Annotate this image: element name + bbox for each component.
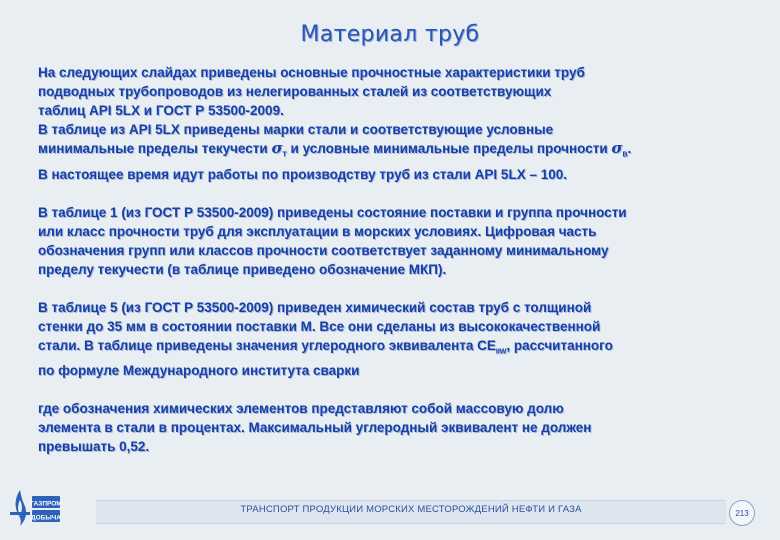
text-line: В настоящее время идут работы по производству труб из стали API 5LX – 100. xyxy=(38,166,567,182)
text-fragment: стали. В таблице приведены значения углеродного эквивалента CE xyxy=(38,337,496,353)
text-line: таблиц API 5LX и ГОСТ Р 53500-2009. xyxy=(38,103,284,118)
text-line: или класс прочности труб для эксплуатации в морских условиях. Цифровая часть xyxy=(38,223,597,239)
sigma-symbol: σ xyxy=(271,139,283,157)
text-fragment: и условные минимальные пределы прочности xyxy=(286,141,612,156)
text-line: В таблице 5 (из ГОСТ Р 53500-2009) приведен химический состав труб с толщиной xyxy=(38,299,592,315)
page-number: 213 xyxy=(729,500,755,526)
gazprom-logo xyxy=(6,486,62,530)
text-line: элемента в стали в процентах. Максимальный углеродный эквивалент не должен xyxy=(38,420,592,436)
subscript: В xyxy=(622,151,628,159)
paragraph-table5 xyxy=(38,298,750,381)
text-fragment: . xyxy=(627,141,632,156)
footer-text: ТРАНСПОРТ ПРОДУКЦИИ МОРСКИХ МЕСТОРОЖДЕНИЙ НЕФТИ И ГАЗА xyxy=(240,504,582,515)
text-line xyxy=(38,336,750,362)
subscript: IIW xyxy=(495,348,507,356)
text-line: подводных трубопроводов из нелегированных сталей из соответствующих xyxy=(38,84,552,99)
text-line: по формуле Международного института сварки xyxy=(38,363,360,379)
sigma-symbol: σ xyxy=(611,139,623,157)
slide-body xyxy=(38,63,750,475)
logo-text-2: ДОБЫЧА xyxy=(31,514,61,522)
text-line: В таблице 1 (из ГОСТ Р 53500-2009) приведены состояние поставки и группа прочности xyxy=(38,204,627,220)
slide-title: Материал труб xyxy=(300,22,480,47)
paragraph-intro xyxy=(38,63,750,184)
text-line: обозначения групп или классов прочности соответствует заданному минимальному xyxy=(38,242,609,258)
text-line: где обозначения химических элементов представляют собой массовую долю xyxy=(38,401,564,417)
text-line xyxy=(38,139,750,165)
text-line: В таблице из API 5LX приведены марки стали и соответствующие условные xyxy=(38,122,554,137)
paragraph-conclusion xyxy=(38,399,750,456)
text-fragment: , рассчитанного xyxy=(506,337,613,353)
subscript: Т xyxy=(282,151,287,159)
text-line: пределу текучести (в таблице приведено обозначение МКП). xyxy=(38,261,447,277)
text-line: стенки до 35 мм в состоянии поставки М. Все они сделаны из высококачественной xyxy=(38,318,601,334)
text-fragment: минимальные пределы текучести xyxy=(38,141,268,156)
paragraph-table1 xyxy=(38,203,750,279)
text-line: превышать 0,52. xyxy=(38,439,150,455)
logo-text-1: ГАЗПРОМ xyxy=(30,500,62,508)
text-line: На следующих слайдах приведены основные прочностные характеристики труб xyxy=(38,65,585,80)
